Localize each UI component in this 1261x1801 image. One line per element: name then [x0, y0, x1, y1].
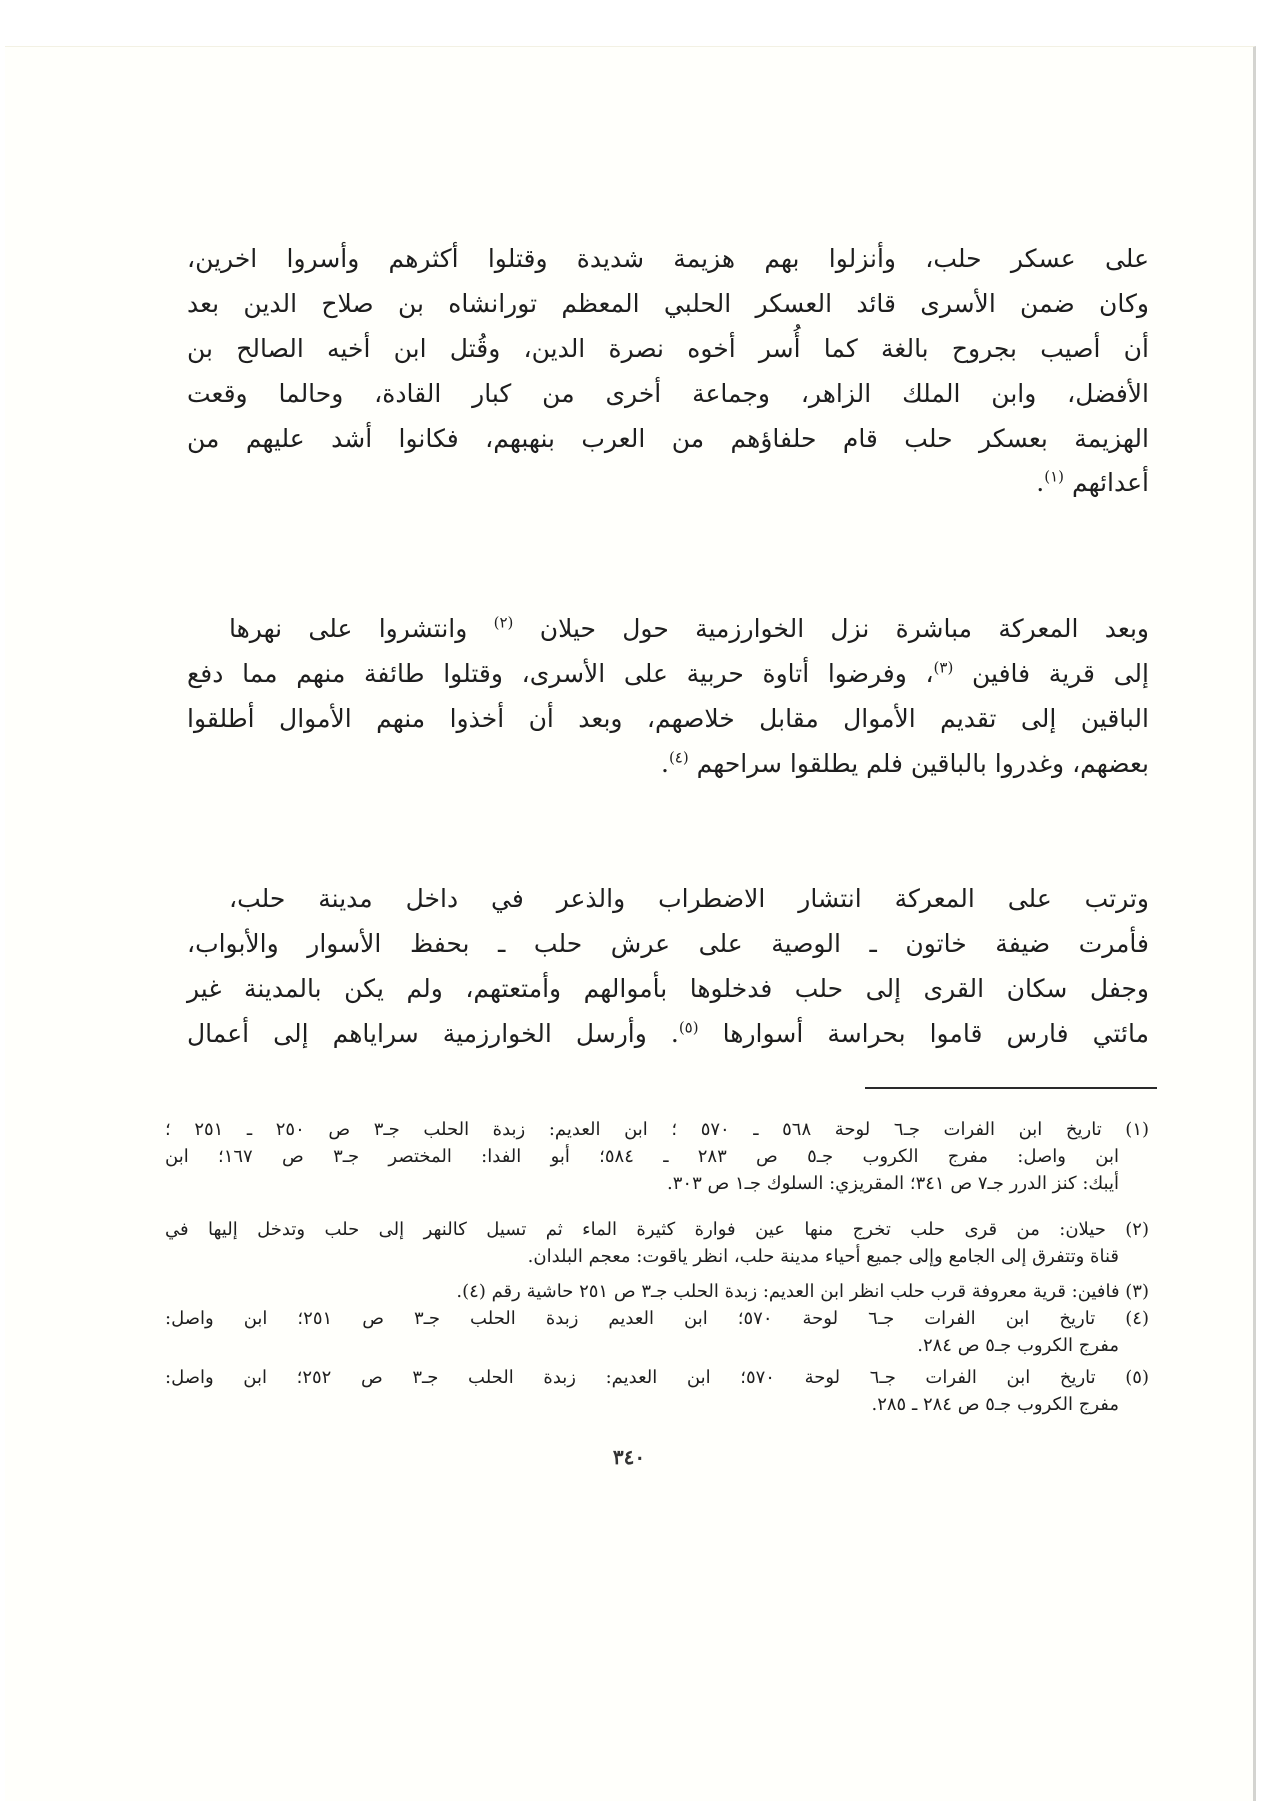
- footnote-ref-4[interactable]: (٤): [668, 748, 689, 767]
- footnote-2-line: (٢) حيلان: من قرى حلب تخرج منها عين فوارة كثيرة الماء ثم تسيل كالنهر إلى حلب وتدخل إليها في: [165, 1219, 1149, 1240]
- footnote-5-line: (٥) تاريخ ابن الفرات جـ٦ لوحة ٥٧٠؛ ابن العديم: زبدة الحلب جـ٣ ص ٢٥٢؛ ابن واصل:: [165, 1367, 1149, 1388]
- body-line: الباقين إلى تقديم الأموال مقابل خلاصهم، وبعد أن أخذوا منهم الأموال أطلقوا: [187, 704, 1149, 733]
- body-text: وانتشروا على نهرها: [229, 614, 468, 643]
- body-line: [187, 1012, 1149, 1056]
- body-line: [187, 461, 1149, 505]
- footnote-ref-1[interactable]: (١): [1044, 467, 1064, 486]
- body-text: بعضهم، وغدروا بالباقين فلم يطلقوا سراحهم: [696, 749, 1149, 778]
- footnote-4-line: (٤) تاريخ ابن الفرات جـ٦ لوحة ٥٧٠؛ ابن العديم زبدة الحلب جـ٣ ص ٢٥١؛ ابن واصل:: [165, 1308, 1149, 1329]
- body-line: فأمرت ضيفة خاتون ـ الوصية على عرش حلب ـ بحفظ الأسوار والأبواب،: [187, 929, 1149, 958]
- body-text: إلى قرية فافين: [972, 659, 1149, 688]
- body-text: . وأرسل الخوارزمية سراياهم إلى أعمال: [187, 1019, 679, 1048]
- footnote-ref-2[interactable]: (٢): [493, 613, 514, 632]
- body-line: وكان ضمن الأسرى قائد العسكر الحلبي المعظم تورانشاه بن صلاح الدين بعد: [187, 289, 1149, 318]
- body-line: [187, 652, 1149, 696]
- footnote-5-line: مفرج الكروب جـ٥ ص ٢٨٤ ـ ٢٨٥.: [871, 1394, 1119, 1415]
- body-line: على عسكر حلب، وأنزلوا بهم هزيمة شديدة وقتلوا أكثرهم وأسروا اخرين،: [187, 244, 1149, 273]
- footnote-2-line: قناة وتتفرق إلى الجامع وإلى جميع أحياء مدينة حلب، انظر ياقوت: معجم البلدان.: [527, 1246, 1119, 1267]
- footnote-ref-5[interactable]: (٥): [678, 1018, 699, 1037]
- body-line: أن أصيب بجروح بالغة كما أُسر أخوه نصرة الدين، وقُتل ابن أخيه الصالح بن: [187, 334, 1149, 363]
- footnote-1-line: (١) تاريخ ابن الفرات جـ٦ لوحة ٥٦٨ ـ ٥٧٠ ؛ ابن العديم: زبدة الحلب جـ٣ ص ٢٥٠ ـ ٢٥١ ؛: [165, 1119, 1150, 1140]
- body-line: [187, 742, 1149, 786]
- punctuation: .: [660, 749, 669, 778]
- footnote-3-line: (٣) فافين: قرية معروفة قرب حلب انظر ابن العديم: زبدة الحلب جـ٣ ص ٢٥١ حاشية رقم (٤).: [456, 1281, 1149, 1302]
- body-line: [229, 607, 1149, 651]
- body-line: وترتب على المعركة انتشار الاضطراب والذعر في داخل مدينة حلب،: [229, 884, 1149, 913]
- footnote-1-line: أيبك: كنز الدرر جـ٧ ص ٣٤١؛ المقريزي: السلوك جـ١ ص ٣٠٣.: [667, 1173, 1119, 1194]
- body-text: ، وفرضوا أتاوة حربية على الأسرى، وقتلوا طائفة منهم مما دفع: [187, 659, 934, 688]
- body-line: الأفضل، وابن الملك الزاهر، وجماعة أخرى من كبار القادة، وحالما وقعت: [187, 379, 1149, 408]
- body-text: وبعد المعركة مباشرة نزل الخوارزمية حول حيلان: [539, 614, 1149, 643]
- footnote-separator: [865, 1087, 1157, 1089]
- body-text: مائتي فارس قاموا بحراسة أسوارها: [722, 1019, 1150, 1048]
- body-line: الهزيمة بعسكر حلب قام حلفاؤهم من العرب بنهبهم، فكانوا أشد عليهم من: [187, 424, 1149, 453]
- body-line: وجفل سكان القرى إلى حلب فدخلوها بأموالهم وأمتعتهم، ولم يكن بالمدينة غير: [187, 974, 1149, 1003]
- book-page: [5, 46, 1256, 1801]
- body-text: أعدائهم: [1071, 468, 1149, 497]
- page-number: ٣٤٠: [612, 1445, 646, 1469]
- punctuation: .: [1036, 468, 1045, 497]
- footnote-1-line: ابن واصل: مفرج الكروب جـ٥ ص ٢٨٣ ـ ٥٨٤؛ أبو الفدا: المختصر جـ٣ ص ١٦٧؛ ابن: [165, 1146, 1119, 1167]
- footnote-ref-3[interactable]: (٣): [933, 658, 954, 677]
- footnote-4-line: مفرج الكروب جـ٥ ص ٢٨٤.: [917, 1335, 1119, 1356]
